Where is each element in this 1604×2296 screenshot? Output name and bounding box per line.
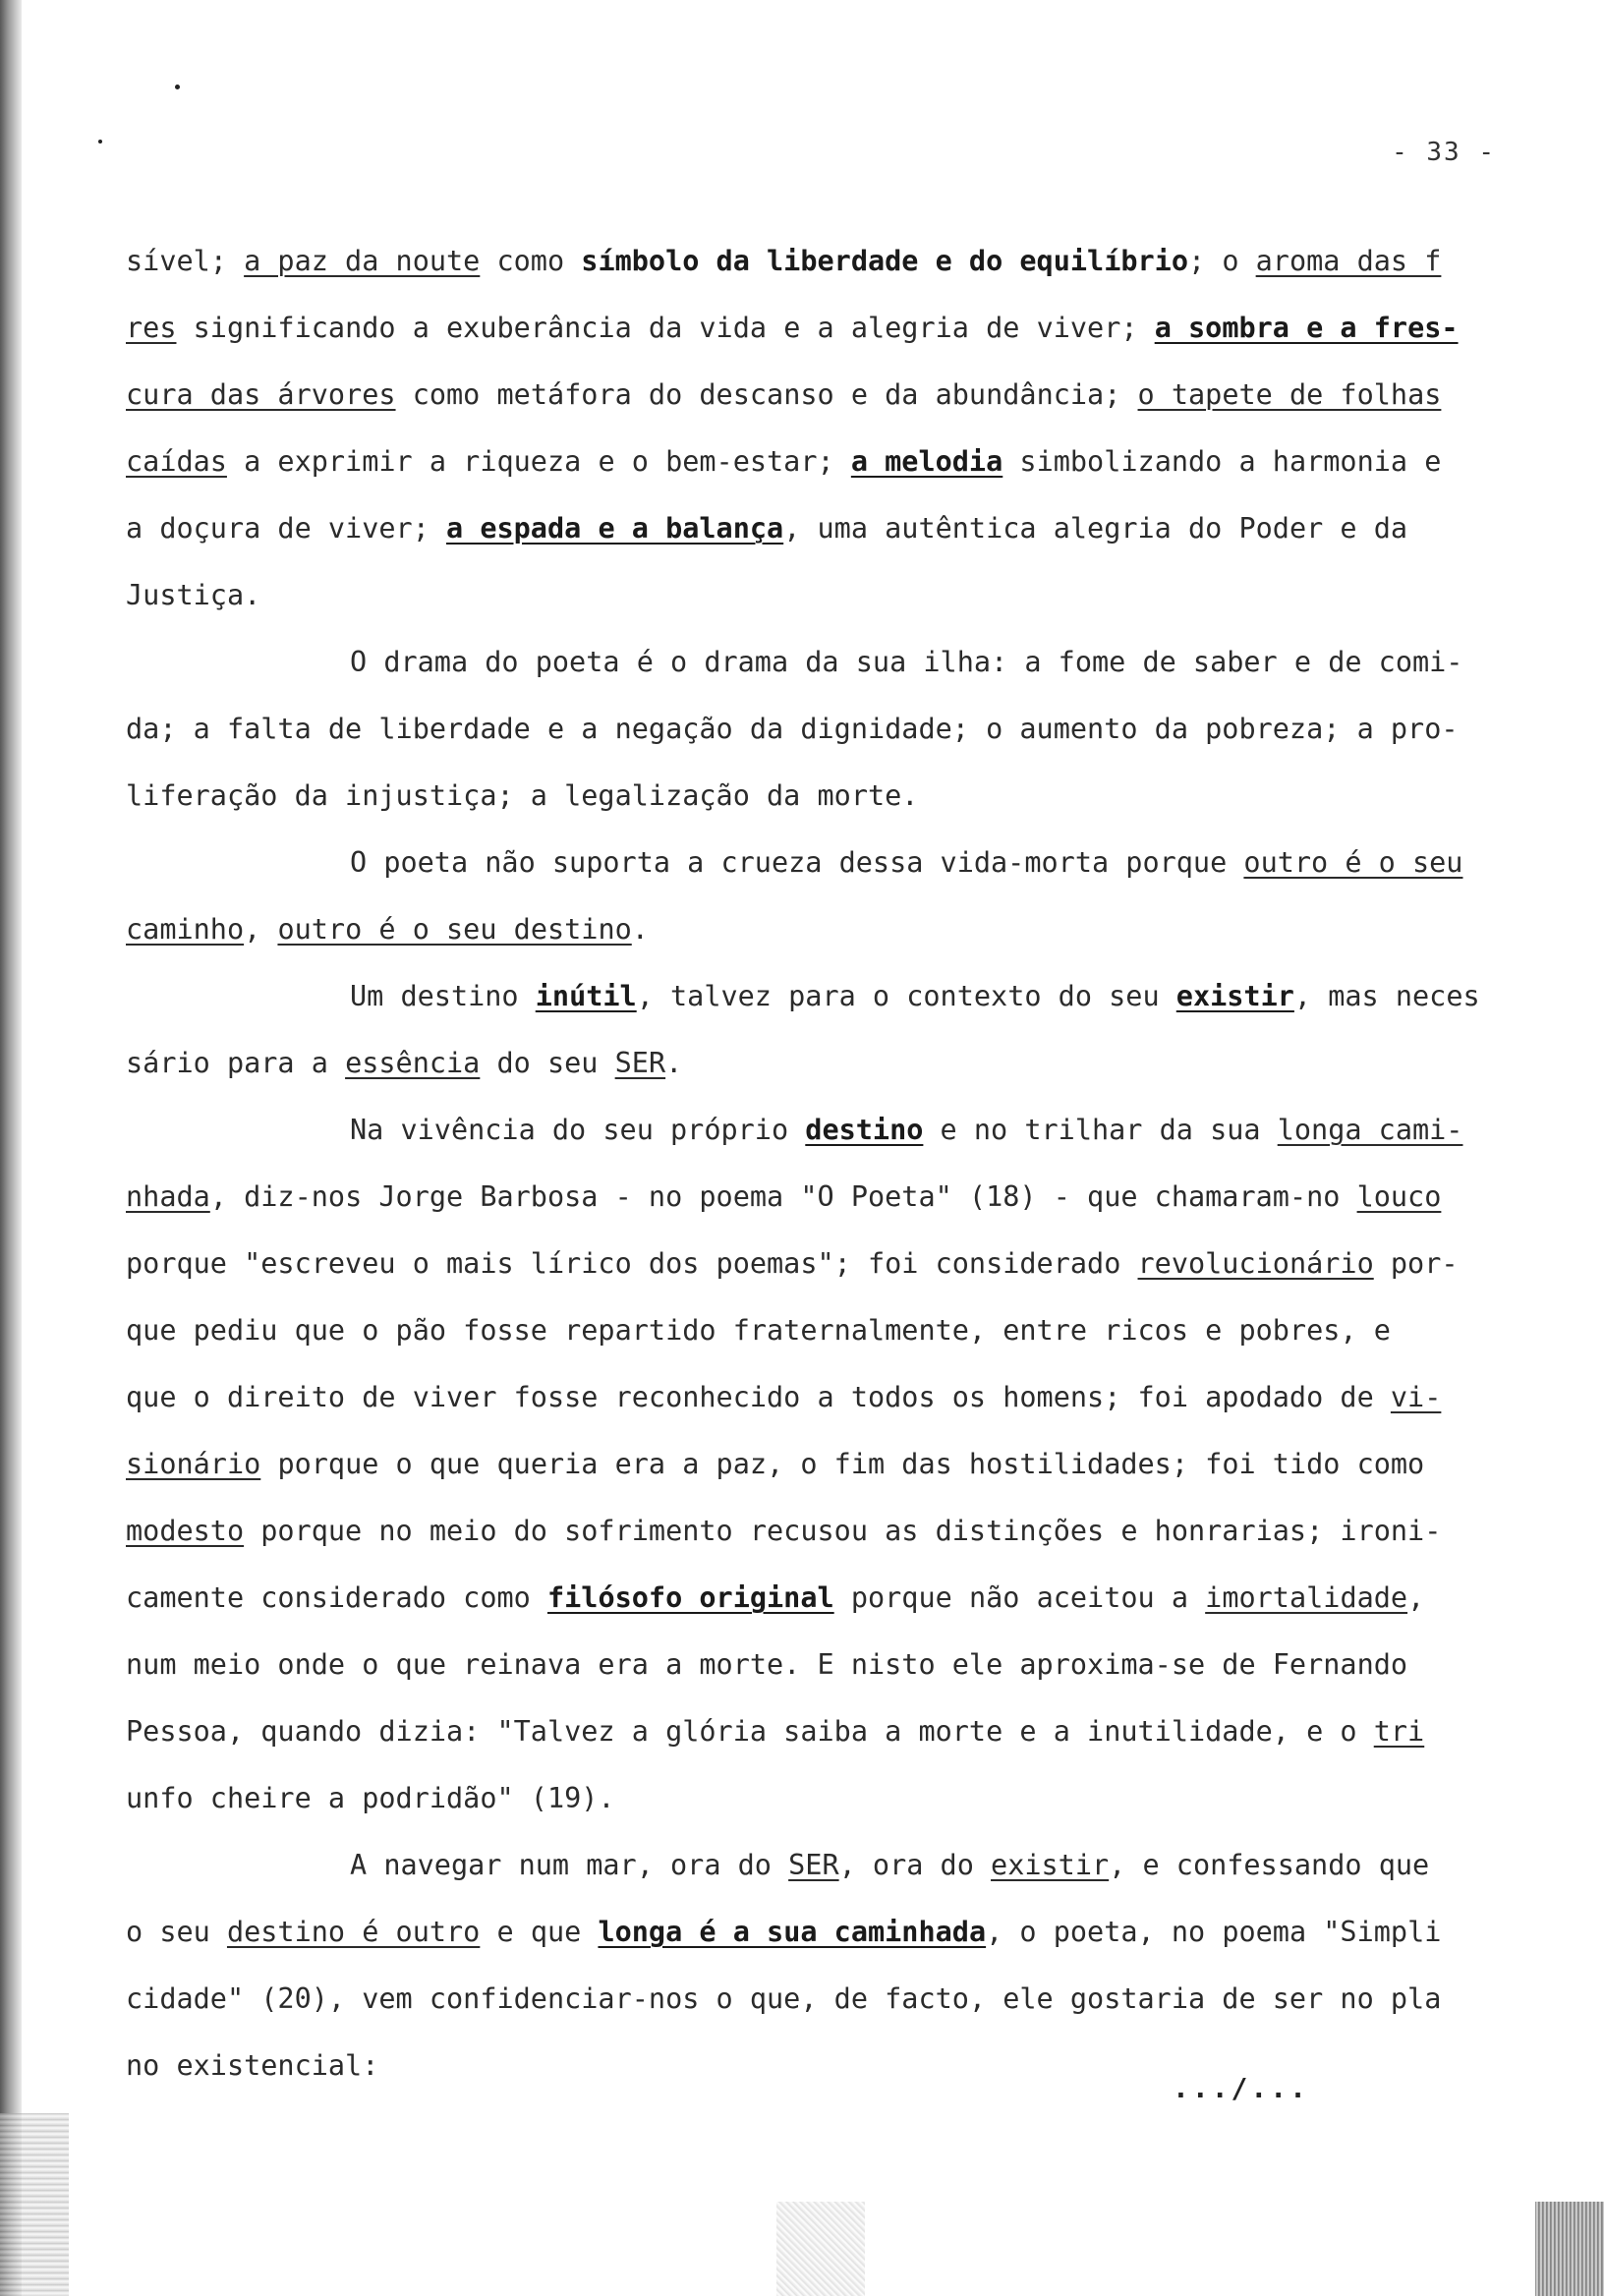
scan-noise-bottom-right — [1535, 2202, 1604, 2296]
underlined-phrase: longa cami- — [1277, 1114, 1463, 1146]
text-line — [126, 1097, 1541, 1164]
underlined-phrase: revolucionário — [1137, 1247, 1374, 1280]
text-run: como — [480, 245, 582, 277]
text-line — [126, 1632, 1541, 1698]
scan-edge-left — [0, 0, 22, 2296]
text-run: O drama do poeta é o drama da sua ilha: a fome de saber e de comi- — [350, 646, 1463, 678]
underlined-phrase: outro é o seu destino — [277, 913, 632, 946]
text-run: O poeta não suporta a crueza dessa vida-morta porque — [350, 846, 1244, 879]
underlined-phrase: a paz da noute — [244, 245, 481, 277]
underlined-phrase: imortalidade — [1205, 1581, 1408, 1614]
text-line — [126, 963, 1541, 1030]
text-run: o seu — [126, 1916, 227, 1948]
text-run: . — [631, 913, 649, 946]
text-line — [126, 495, 1541, 562]
text-run: por- — [1373, 1247, 1459, 1280]
text-run: Justiça. — [126, 579, 261, 611]
text-run: , ora do — [838, 1849, 992, 1881]
scan-noise-bottom-center — [776, 2202, 865, 2296]
text-run: camente considerado como — [126, 1581, 547, 1614]
text-run: Pessoa, quando dizia: "Talvez a glória saiba a morte e a inutilidade, e o — [126, 1715, 1374, 1748]
text-line — [126, 1698, 1541, 1765]
text-line — [126, 1832, 1541, 1899]
underlined-phrase: essência — [345, 1047, 481, 1079]
text-run: que pediu que o pão fosse repartido fraternalmente, entre ricos e pobres, e — [126, 1314, 1391, 1347]
underlined-phrase: res — [126, 312, 177, 344]
text-line — [126, 1431, 1541, 1498]
text-run: e no trilhar da sua — [923, 1114, 1278, 1146]
underlined-phrase: vi- — [1390, 1381, 1442, 1413]
text-run: A navegar num mar, ora do — [350, 1849, 789, 1881]
text-line — [126, 1899, 1541, 1966]
underlined-phrase: caídas — [126, 445, 227, 478]
text-run: num meio onde o que reinava era a morte. E nisto ele aproxima-se de Fernando — [126, 1648, 1408, 1681]
underlined-phrase: a sombra e a fres- — [1154, 312, 1459, 344]
text-run: , talvez para o contexto do seu — [636, 980, 1176, 1012]
text-run: , mas neces — [1293, 980, 1480, 1012]
text-run: , o poeta, no poema "Simpli — [986, 1916, 1442, 1948]
underlined-phrase: a melodia — [850, 445, 1003, 478]
text-line — [126, 1498, 1541, 1565]
text-line — [126, 1765, 1541, 1832]
underlined-phrase: a espada e a balança — [446, 512, 784, 545]
text-run: . — [665, 1047, 683, 1079]
text-line — [126, 1966, 1541, 2033]
text-run: da; a falta de liberdade e a negação da dignidade; o aumento da pobreza; a pro- — [126, 713, 1459, 745]
text-run: a doçura de viver; — [126, 512, 447, 545]
text-run: porque o que queria era a paz, o fim das hostilidades; foi tido como — [260, 1448, 1425, 1480]
underlined-phrase: outro é o seu — [1243, 846, 1463, 879]
scan-speck — [98, 140, 102, 144]
page-number: - 33 - — [1392, 138, 1496, 167]
text-line — [126, 1164, 1541, 1231]
underlined-phrase: tri — [1373, 1715, 1425, 1748]
text-run: cidade" (20), vem confidenciar-nos o que, de facto, ele gostaria de ser no pla — [126, 1982, 1442, 2015]
text-run: sário para a — [126, 1047, 346, 1079]
text-run: e que — [480, 1916, 599, 1948]
text-line — [126, 1565, 1541, 1632]
text-line — [126, 763, 1541, 830]
underlined-phrase: longa é a sua caminhada — [598, 1916, 987, 1948]
text-run: sível; — [126, 245, 245, 277]
continuation-mark: .../... — [1172, 2072, 1309, 2104]
text-run: Um destino — [350, 980, 536, 1012]
underlined-phrase: sionário — [126, 1448, 261, 1480]
text-line — [126, 295, 1541, 362]
text-line — [126, 562, 1541, 629]
text-run: símbolo da liberdade e do equilíbrio — [581, 245, 1188, 277]
text-run: significando a exuberância da vida e a alegria de viver; — [176, 312, 1155, 344]
underlined-phrase: nhada — [126, 1180, 210, 1213]
text-run: porque no meio do sofrimento recusou as distinções e honrarias; ironi- — [244, 1515, 1442, 1547]
underlined-phrase: destino — [805, 1114, 924, 1146]
underlined-phrase: SER — [788, 1849, 839, 1881]
text-run: liferação da injustiça; a legalização da morte. — [126, 779, 919, 812]
text-line — [126, 429, 1541, 495]
underlined-phrase: caminho — [126, 913, 245, 946]
text-line — [126, 362, 1541, 429]
underlined-phrase: SER — [614, 1047, 666, 1079]
text-run: , — [244, 913, 278, 946]
text-line — [126, 1231, 1541, 1297]
text-line — [126, 1297, 1541, 1364]
text-run: ; o — [1188, 245, 1256, 277]
text-line — [126, 629, 1541, 696]
text-line — [126, 696, 1541, 763]
underlined-phrase: inútil — [535, 980, 637, 1012]
text-run: do seu — [480, 1047, 615, 1079]
text-run: a exprimir a riqueza e o bem-estar; — [226, 445, 851, 478]
text-run: , e confessando que — [1109, 1849, 1430, 1881]
text-run: unfo cheire a podridão" (19). — [126, 1782, 615, 1814]
text-run: que o direito de viver fosse reconhecido a todos os homens; foi apodado de — [126, 1381, 1391, 1413]
underlined-phrase: cura das árvores — [126, 378, 396, 411]
text-run: porque não aceitou a — [833, 1581, 1206, 1614]
scan-noise-bottom-left — [0, 2113, 69, 2296]
underlined-phrase: louco — [1356, 1180, 1442, 1213]
text-run: porque "escreveu o mais lírico dos poemas"; foi considerado — [126, 1247, 1138, 1280]
body-text — [126, 228, 1541, 2099]
underlined-phrase: existir — [991, 1849, 1110, 1881]
text-run: no existencial: — [126, 2049, 379, 2082]
text-line — [126, 2033, 1541, 2099]
text-line — [126, 1364, 1541, 1431]
text-line — [126, 1030, 1541, 1097]
underlined-phrase: filósofo original — [546, 1581, 834, 1614]
underlined-phrase: o tapete de folhas — [1137, 378, 1442, 411]
scan-speck — [175, 85, 180, 89]
text-run: , uma autêntica alegria do Poder e da — [783, 512, 1408, 545]
text-line — [126, 228, 1541, 295]
underlined-phrase: modesto — [126, 1515, 245, 1547]
text-run: simbolizando a harmonia e — [1002, 445, 1442, 478]
underlined-phrase: aroma das f — [1255, 245, 1442, 277]
text-line — [126, 830, 1541, 896]
text-run: como metáfora do descanso e da abundância; — [395, 378, 1138, 411]
text-run: Na vivência do seu próprio — [350, 1114, 806, 1146]
underlined-phrase: existir — [1175, 980, 1294, 1012]
text-run: , — [1407, 1581, 1425, 1614]
text-line — [126, 896, 1541, 963]
underlined-phrase: destino é outro — [226, 1916, 481, 1948]
text-run: , diz-nos Jorge Barbosa - no poema "O Poeta" (18) - que chamaram-no — [209, 1180, 1357, 1213]
